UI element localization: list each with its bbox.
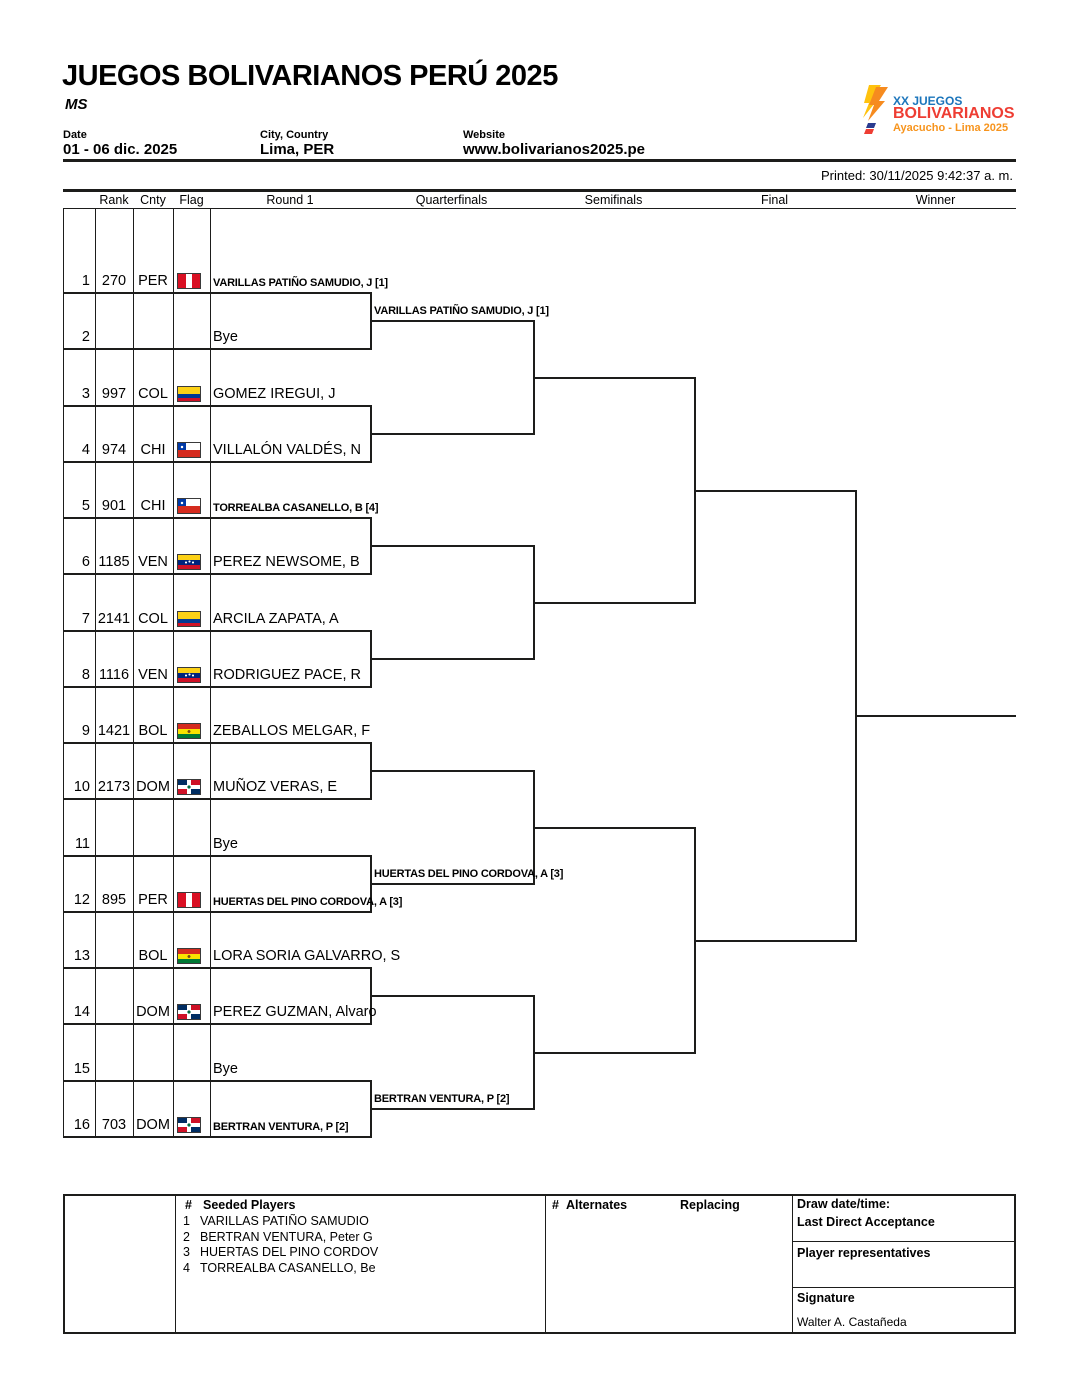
player-name: ARCILA ZAPATA, A bbox=[213, 611, 339, 627]
footer-border bbox=[1014, 1194, 1016, 1333]
seeded-player-number: 3 bbox=[183, 1245, 190, 1259]
seeded-player-name: VARILLAS PATIÑO SAMUDIO bbox=[200, 1214, 369, 1228]
player-country: BOL bbox=[138, 723, 168, 739]
draw-position: 10 bbox=[73, 779, 90, 795]
player-rank: 895 bbox=[101, 892, 127, 908]
player-rank: 2173 bbox=[97, 779, 131, 795]
player-underline bbox=[63, 630, 370, 632]
flag-dom-icon bbox=[177, 1004, 201, 1020]
event-code: MS bbox=[65, 96, 88, 113]
draw-position: 6 bbox=[81, 554, 90, 570]
bye-label: Bye bbox=[213, 1061, 238, 1077]
draw-position: 4 bbox=[81, 442, 90, 458]
player-underline bbox=[63, 967, 370, 969]
footer-divider bbox=[175, 1194, 176, 1333]
player-underline bbox=[63, 517, 370, 519]
player-name: VARILLAS PATIÑO SAMUDIO, J [1] bbox=[213, 277, 388, 289]
website-value: www.bolivarianos2025.pe bbox=[463, 141, 646, 158]
bye-label: Bye bbox=[213, 836, 238, 852]
final-line bbox=[694, 490, 855, 492]
draw-position: 13 bbox=[73, 948, 90, 964]
seeded-player-name: BERTRAN VENTURA, Peter G bbox=[200, 1229, 373, 1244]
player-underline bbox=[63, 911, 370, 913]
player-country: DOM bbox=[136, 779, 170, 795]
signature-name: Walter A. Castañeda bbox=[797, 1315, 907, 1329]
website-label: Website bbox=[463, 129, 505, 141]
footer-divider bbox=[545, 1194, 546, 1333]
player-underline bbox=[63, 461, 370, 463]
flag-dom-icon bbox=[177, 1117, 201, 1133]
player-underline bbox=[63, 1136, 370, 1138]
quarterfinal-line bbox=[370, 1108, 533, 1110]
player-rank: 270 bbox=[101, 273, 127, 289]
draw-position: 9 bbox=[81, 723, 90, 739]
bye-label: Bye bbox=[213, 329, 238, 345]
winner-line bbox=[855, 715, 1016, 717]
column-header-cnty: Cnty bbox=[140, 193, 166, 207]
flag-bol-icon bbox=[177, 948, 201, 964]
advancement-label: BERTRAN VENTURA, P [2] bbox=[374, 1093, 510, 1105]
player-country: VEN bbox=[138, 554, 168, 570]
printed-timestamp: Printed: 30/11/2025 9:42:37 a. m. bbox=[820, 168, 1013, 183]
player-country: PER bbox=[138, 273, 168, 289]
draw-position: 12 bbox=[73, 892, 90, 908]
flag-per-icon bbox=[177, 273, 201, 289]
column-header-round1: Round 1 bbox=[266, 193, 314, 207]
advancement-label: VARILLAS PATIÑO SAMUDIO, J [1] bbox=[374, 305, 549, 317]
player-name: LORA SORIA GALVARRO, S bbox=[213, 948, 401, 964]
player-underline bbox=[63, 855, 370, 857]
semifinal-line bbox=[533, 377, 694, 379]
column-header-winner: Winner bbox=[915, 193, 956, 207]
player-country: CHI bbox=[140, 498, 166, 514]
footer-border bbox=[63, 1332, 1016, 1334]
quarterfinal-line bbox=[370, 995, 533, 997]
flag-col-icon bbox=[177, 386, 201, 402]
player-rank: 1185 bbox=[98, 554, 130, 570]
player-name: GOMEZ IREGUI, J bbox=[213, 386, 336, 402]
city-label: City, Country bbox=[260, 129, 329, 141]
semifinal-line bbox=[533, 1052, 694, 1054]
player-name: BERTRAN VENTURA, P [2] bbox=[213, 1121, 349, 1133]
last-direct-acceptance-label: Last Direct Acceptance bbox=[797, 1215, 935, 1229]
replacing-header: Replacing bbox=[680, 1198, 740, 1212]
page-title: JUEGOS BOLIVARIANOS PERÚ 2025 bbox=[62, 60, 558, 92]
seeded-player-number: 4 bbox=[183, 1260, 190, 1275]
footer-border bbox=[63, 1194, 1016, 1196]
footer-divider bbox=[792, 1241, 1016, 1242]
player-name: PEREZ GUZMAN, Alvaro bbox=[213, 1004, 377, 1020]
player-underline bbox=[63, 348, 370, 350]
player-name: TORREALBA CASANELLO, B [4] bbox=[213, 502, 379, 514]
player-rank: 1421 bbox=[97, 723, 131, 739]
player-country: BOL bbox=[138, 948, 168, 964]
date-value: 01 - 06 dic. 2025 bbox=[63, 141, 178, 158]
column-header-semifinals: Semifinals bbox=[584, 193, 643, 207]
player-underline bbox=[63, 1023, 370, 1025]
flag-bol-icon bbox=[177, 723, 201, 739]
column-header-flag: Flag bbox=[179, 193, 204, 207]
player-underline bbox=[63, 292, 370, 294]
logo-line1: XX JUEGOS bbox=[893, 94, 963, 108]
player-rank: 997 bbox=[101, 386, 127, 402]
player-name: MUÑOZ VERAS, E bbox=[213, 779, 338, 795]
logo-line2: BOLIVARIANOS bbox=[893, 105, 1015, 122]
seeded-players-header: Seeded Players bbox=[203, 1198, 296, 1212]
city-value: Lima, PER bbox=[260, 141, 335, 158]
seeded-player-number: 1 bbox=[183, 1214, 190, 1228]
footer-divider bbox=[792, 1194, 793, 1333]
flag-ven-icon bbox=[177, 667, 201, 683]
quarterfinal-line bbox=[370, 433, 533, 435]
signature-label: Signature bbox=[797, 1291, 855, 1305]
player-underline bbox=[63, 686, 370, 688]
player-rank: 2141 bbox=[97, 611, 131, 627]
quarterfinal-line bbox=[370, 545, 533, 547]
draw-position: 8 bbox=[81, 667, 90, 683]
seeded-player-name: HUERTAS DEL PINO CORDOV bbox=[200, 1245, 379, 1259]
date-label: Date bbox=[63, 129, 87, 141]
footer-divider bbox=[792, 1287, 1016, 1288]
quarterfinal-line bbox=[370, 320, 533, 322]
flag-chi-icon bbox=[177, 442, 201, 458]
draw-position: 15 bbox=[73, 1061, 90, 1077]
player-rank: 1116 bbox=[98, 667, 130, 683]
flag-ven-icon bbox=[177, 554, 201, 570]
player-country: DOM bbox=[136, 1117, 170, 1133]
player-country: CHI bbox=[140, 442, 166, 458]
player-name: PEREZ NEWSOME, B bbox=[213, 554, 360, 570]
player-name: VILLALÓN VALDÉS, N bbox=[213, 442, 362, 458]
flag-col-icon bbox=[177, 611, 201, 627]
player-country: COL bbox=[138, 386, 168, 402]
alternates-header: Alternates bbox=[566, 1198, 628, 1212]
player-underline bbox=[63, 742, 370, 744]
semifinal-line bbox=[533, 602, 694, 604]
draw-datetime-label: Draw date/time: bbox=[797, 1197, 891, 1211]
column-header-quarterfinals: Quarterfinals bbox=[415, 193, 488, 207]
seeded-player-name: TORREALBA CASANELLO, Be bbox=[200, 1260, 376, 1275]
flag-dom-icon bbox=[177, 779, 201, 795]
semifinal-line bbox=[533, 827, 694, 829]
player-country: VEN bbox=[138, 667, 168, 683]
seeded-player-number: 2 bbox=[183, 1229, 190, 1244]
column-header-rank: Rank bbox=[99, 193, 129, 207]
player-underline bbox=[63, 798, 370, 800]
quarterfinal-line bbox=[370, 658, 533, 660]
final-line bbox=[694, 940, 855, 942]
player-representatives-label: Player representatives bbox=[797, 1246, 931, 1260]
flag-chi-icon bbox=[177, 498, 201, 514]
draw-position: 2 bbox=[81, 329, 90, 345]
player-rank: 703 bbox=[101, 1117, 127, 1133]
column-header-final: Final bbox=[760, 193, 789, 207]
player-rank: 974 bbox=[101, 442, 127, 458]
draw-position: 7 bbox=[81, 611, 90, 627]
player-country: COL bbox=[138, 611, 168, 627]
player-underline bbox=[63, 573, 370, 575]
quarterfinal-line bbox=[370, 883, 533, 885]
seeded-number-header: # bbox=[185, 1198, 192, 1212]
player-name: HUERTAS DEL PINO CORDOVA, A [3] bbox=[213, 896, 403, 908]
player-name: RODRIGUEZ PACE, R bbox=[213, 667, 361, 683]
player-underline bbox=[63, 405, 370, 407]
player-name: ZEBALLOS MELGAR, F bbox=[213, 723, 371, 739]
draw-position: 14 bbox=[73, 1004, 90, 1020]
alternates-number-header: # bbox=[552, 1198, 559, 1212]
player-country: PER bbox=[138, 892, 168, 908]
footer-border bbox=[63, 1194, 65, 1333]
player-country: DOM bbox=[136, 1004, 170, 1020]
quarterfinal-line bbox=[370, 770, 533, 772]
draw-position: 16 bbox=[73, 1117, 90, 1133]
draw-position: 3 bbox=[81, 386, 90, 402]
draw-position: 11 bbox=[74, 836, 90, 852]
logo-line3: Ayacucho - Lima 2025 bbox=[893, 122, 1009, 134]
flag-per-icon bbox=[177, 892, 201, 908]
draw-position: 5 bbox=[81, 498, 90, 514]
player-underline bbox=[63, 1080, 370, 1082]
advancement-label: HUERTAS DEL PINO CORDOVA, A [3] bbox=[374, 868, 564, 880]
player-rank: 901 bbox=[101, 498, 127, 514]
draw-position: 1 bbox=[81, 273, 90, 289]
